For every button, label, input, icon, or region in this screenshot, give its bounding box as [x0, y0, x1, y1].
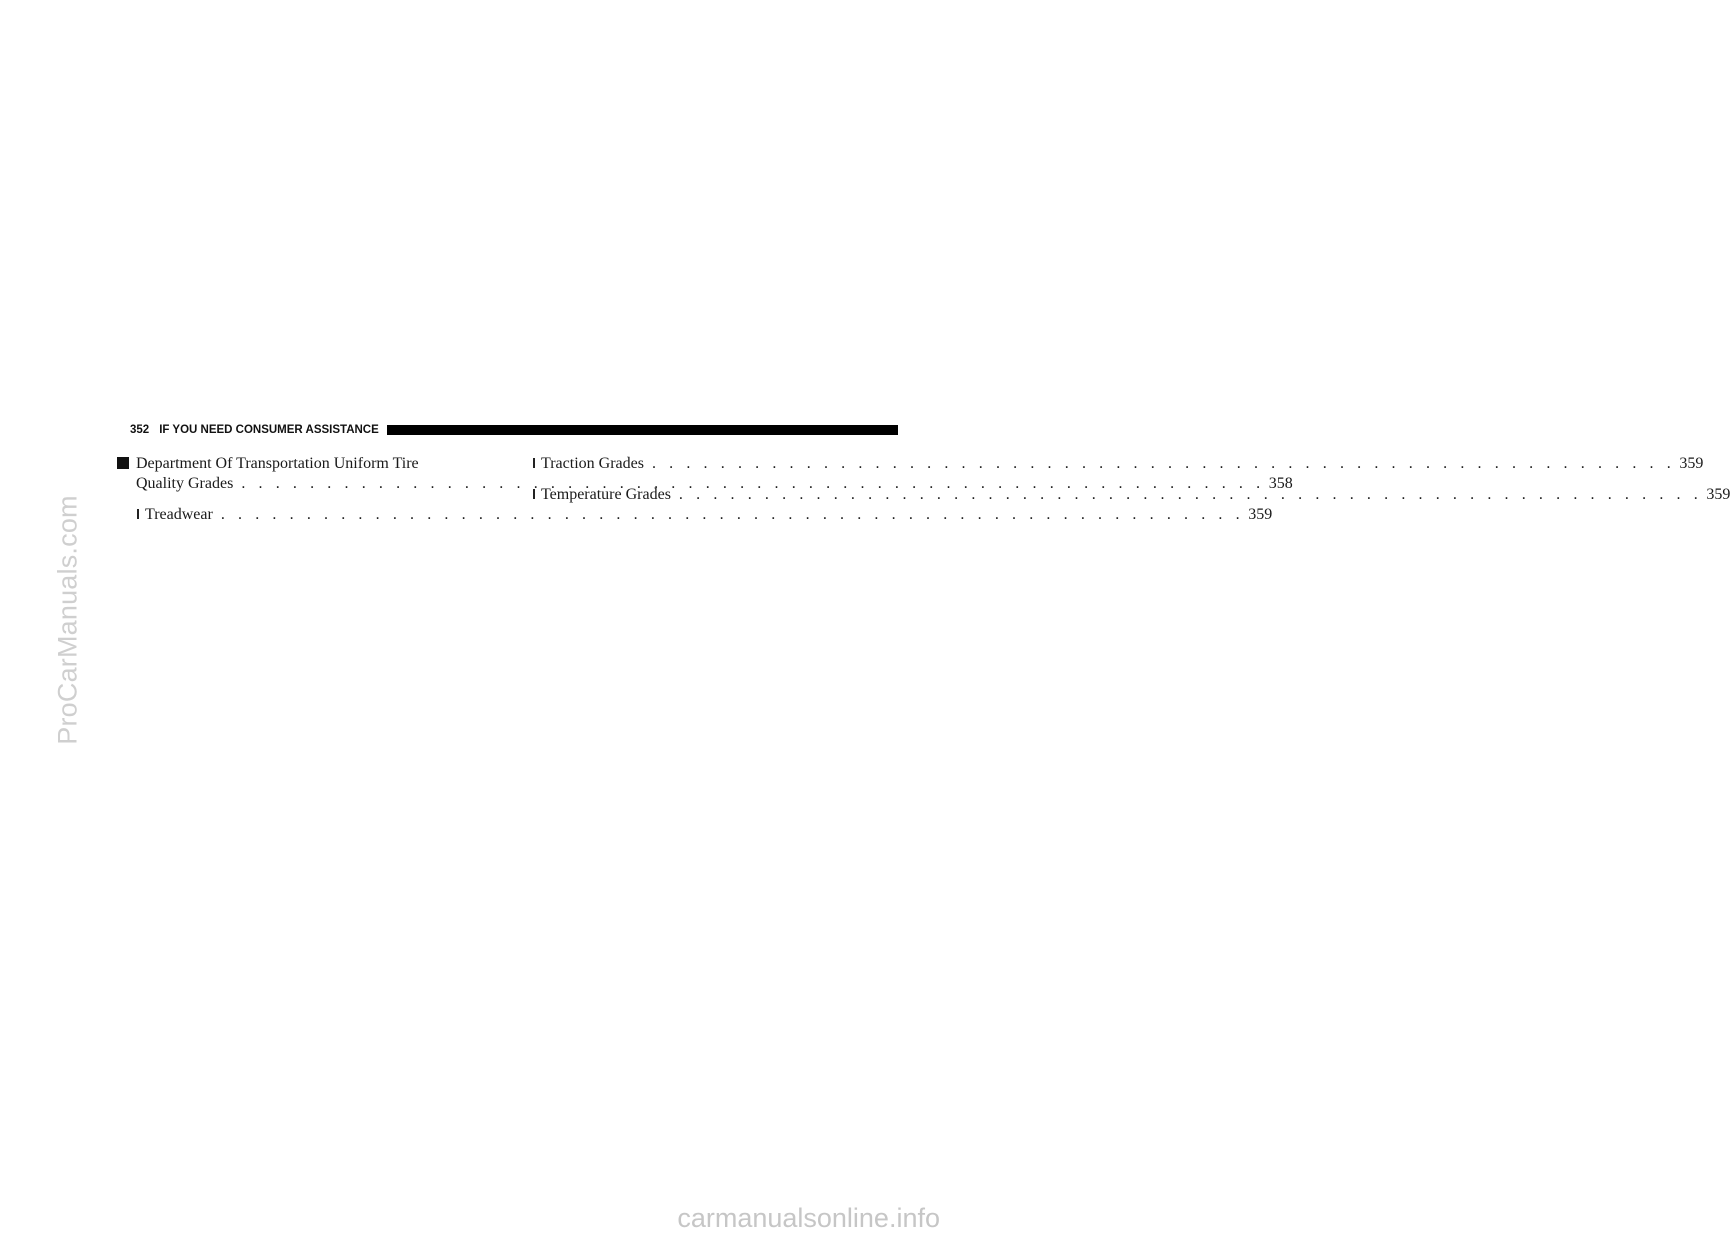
dot-leader	[679, 485, 1702, 505]
hollow-square-bullet-icon	[533, 489, 535, 499]
page-number: 352	[130, 424, 150, 436]
toc-sub-entry-label: Traction Grades	[541, 455, 644, 472]
page-header	[130, 423, 898, 437]
filled-square-bullet-icon	[117, 457, 129, 469]
dot-leader	[652, 454, 1675, 474]
footer-watermark: carmanualsonline.info	[677, 1203, 940, 1233]
toc-main-entry-title-line1: Department Of Transportation Uniform Tire	[136, 455, 419, 472]
dot-leader	[221, 505, 1244, 525]
toc-sub-entry-traction	[533, 454, 1704, 474]
toc-sub-entry-page: 359	[1248, 506, 1273, 523]
toc-sub-entry-page: 359	[1706, 486, 1730, 503]
hollow-square-bullet-icon	[137, 509, 139, 519]
header-rule	[387, 425, 898, 435]
side-watermark: ProCarManuals.com	[52, 495, 83, 745]
toc-sub-entry-treadwear	[137, 505, 1273, 525]
toc-sub-entry-page: 359	[1679, 455, 1704, 472]
section-title: IF YOU NEED CONSUMER ASSISTANCE	[159, 424, 379, 436]
toc-main-entry-title-line2: Quality Grades	[136, 475, 234, 492]
toc-main-entry-page: 358	[1268, 475, 1293, 492]
toc-sub-entry-temperature	[533, 485, 1730, 505]
toc-sub-entry-label: Treadwear	[145, 506, 213, 523]
hollow-square-bullet-icon	[533, 458, 535, 468]
toc-sub-entry-label: Temperature Grades	[541, 486, 671, 503]
